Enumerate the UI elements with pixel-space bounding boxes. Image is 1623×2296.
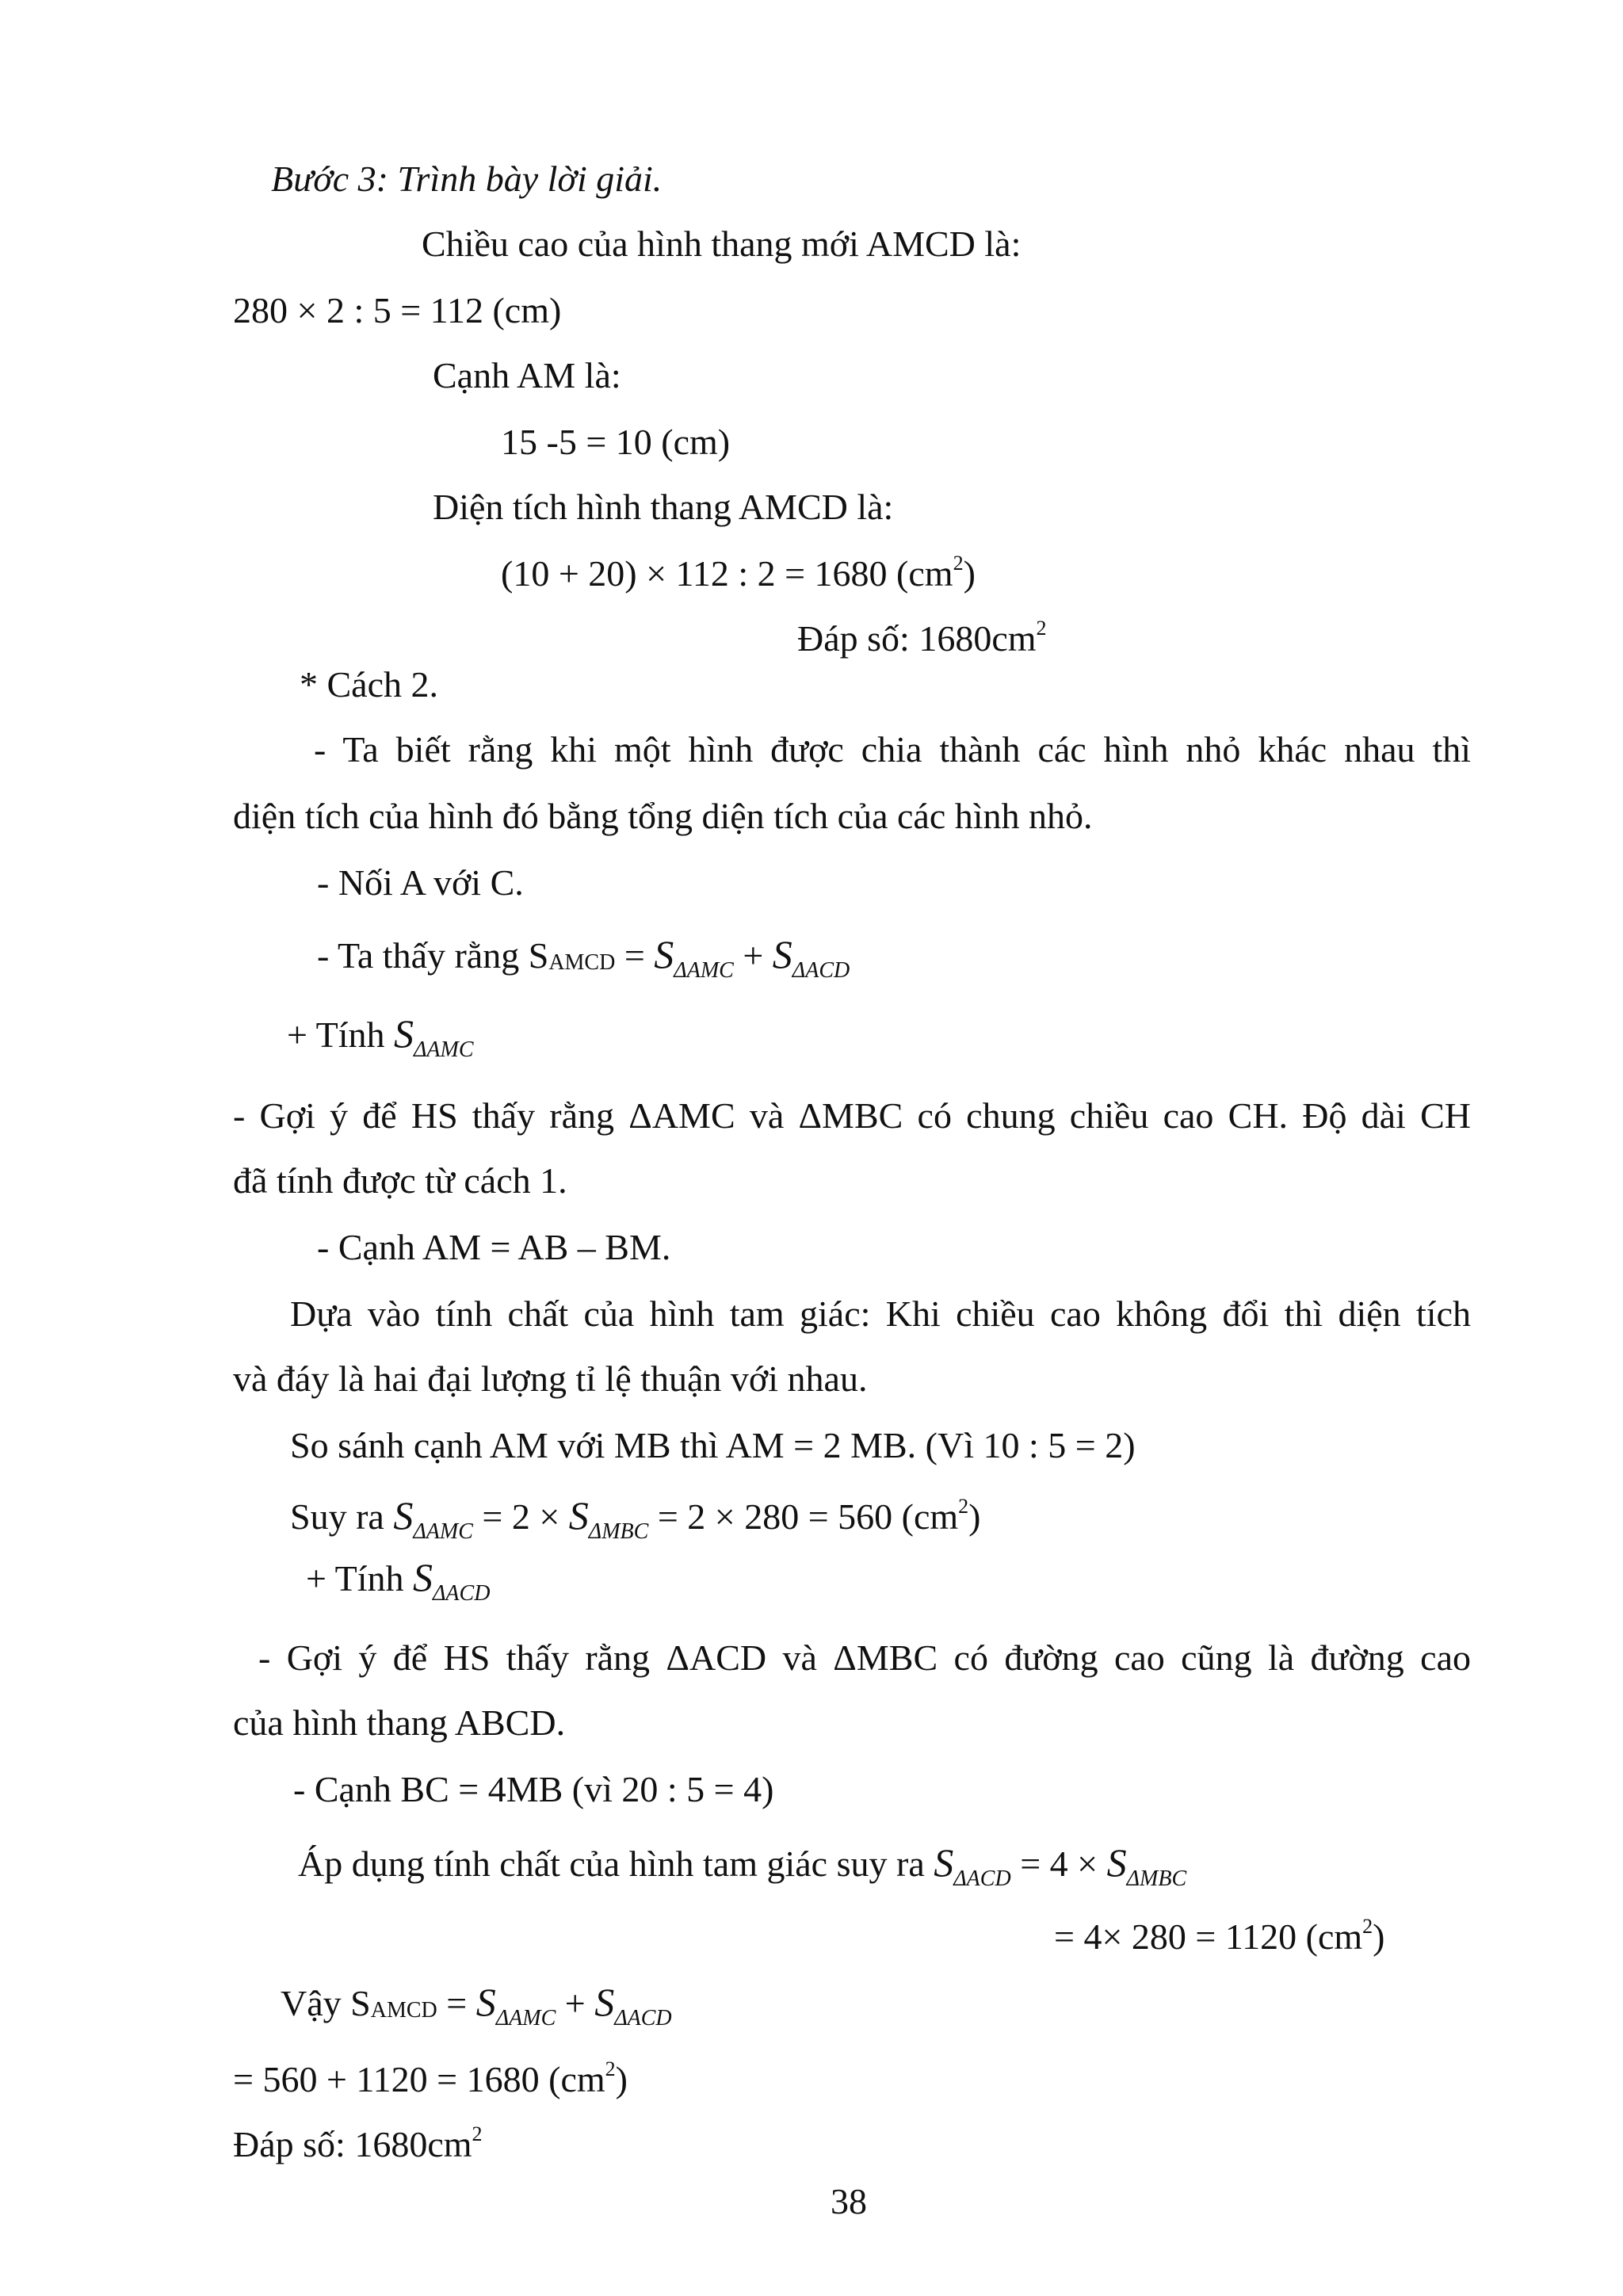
- equation-line: 15 -5 = 10 (cm): [501, 422, 731, 462]
- answer-line: Đáp số: $1680cm^2$: [797, 617, 1047, 659]
- formula-line: Suy ra $S_{\Delta AMC} = 2 \times S_{\Delta MBC} = 2 \times 280 = 560$ $(cm^2)$: [290, 1493, 981, 1544]
- method-heading: * Cách 2.: [300, 664, 439, 705]
- text-line: - Gợi ý để HS thấy rằng ΔACD và ΔMBC có đường cao cũng là đường cao: [258, 1637, 1471, 1678]
- formula-line: Vậy SAMCD = $S_{\Delta AMC} + S_{\Delta ACD}$: [281, 1980, 672, 2030]
- text-line: Chiều cao của hình thang mới AMCD là:: [422, 223, 1022, 264]
- text-line: và đáy là hai đại lượng tỉ lệ thuận với nhau.: [233, 1358, 868, 1399]
- text-line: Diện tích hình thang AMCD là:: [433, 487, 894, 527]
- text-line: Cạnh AM là:: [433, 355, 621, 395]
- answer-line: Đáp số: $1680cm^2$: [233, 2122, 483, 2164]
- page-number: 38: [831, 2181, 867, 2222]
- text-line: - Gợi ý để HS thấy rằng ΔAMC và ΔMBC có chung chiều cao CH. Độ dài CH: [233, 1095, 1471, 1136]
- formula-line: + Tính $S_{\Delta ACD}$: [306, 1555, 491, 1606]
- text-line: - Nối A với C.: [317, 862, 524, 903]
- text-line: đã tính được từ cách 1.: [233, 1160, 567, 1201]
- text-line: của hình thang ABCD.: [233, 1702, 566, 1743]
- equation-line: = 4× 280 = 1120 $(cm^2)$: [1054, 1915, 1385, 1957]
- text-line: Dựa vào tính chất của hình tam giác: Khi chiều cao không đổi thì diện tích: [290, 1293, 1471, 1334]
- formula-line: Áp dụng tính chất của hình tam giác suy ra $S_{\Delta ACD} = 4 \times S_{\Delta MBC}$: [298, 1840, 1187, 1891]
- text-line: diện tích của hình đó bằng tổng diện tích của các hình nhỏ.: [233, 796, 1093, 836]
- text-line: - Cạnh AM = AB – BM.: [317, 1227, 671, 1267]
- equation-line: (10 + 20) × 112 : 2 = 1680 $(cm^2)$: [501, 552, 976, 594]
- equation-line: = 560 + 1120 = 1680 $(cm^2)$: [233, 2057, 628, 2099]
- text-line: - Cạnh BC = 4MB (vì 20 : 5 = 4): [293, 1769, 774, 1809]
- formula-line: - Ta thấy rằng SAMCD = $S_{\Delta AMC} + S_{\Delta ACD}$: [317, 932, 850, 983]
- equation-line: 280 × 2 : 5 = 112 (cm): [233, 290, 562, 330]
- text-line: - Ta biết rằng khi một hình được chia thành các hình nhỏ khác nhau thì: [314, 729, 1471, 770]
- formula-line: + Tính $S_{\Delta AMC}$: [287, 1011, 474, 1062]
- step-heading: Bước 3: Trình bày lời giải.: [271, 159, 663, 199]
- text-line: So sánh cạnh AM với MB thì AM = 2 MB. (Vì 10 : 5 = 2): [290, 1425, 1136, 1465]
